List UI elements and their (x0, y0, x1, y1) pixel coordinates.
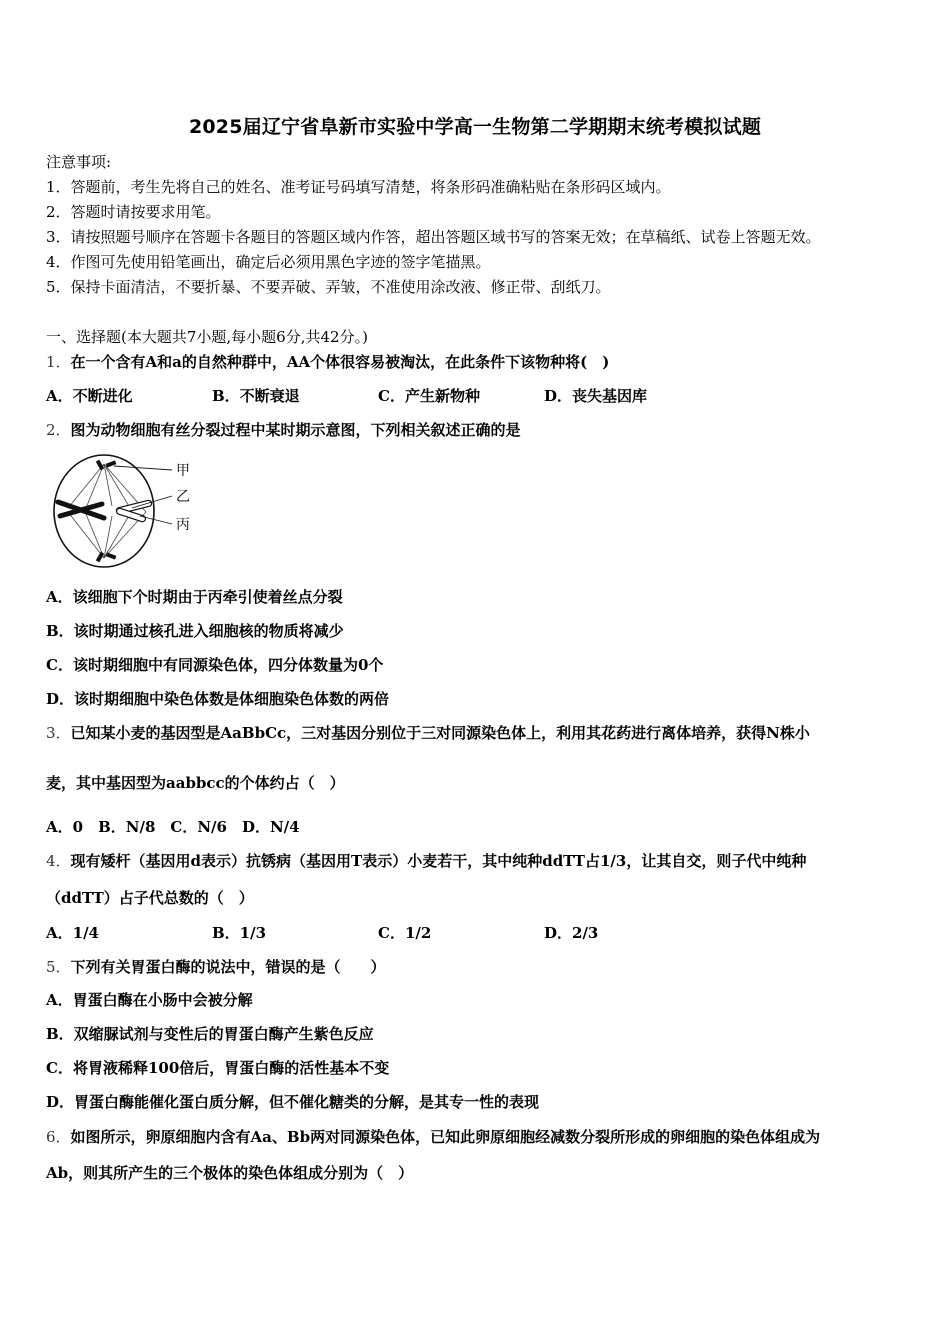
question-1 (46, 352, 609, 372)
question-2 (46, 420, 521, 440)
question-stem: 在一个含有A和a的自然种群中，AA个体很容易被淘汰，在此条件下该物种将( ) (70, 353, 610, 371)
option-d[interactable]: D．2/3 (544, 924, 599, 942)
cell-diagram (46, 448, 206, 576)
page-title: 2025届辽宁省阜新市实验中学高一生物第二学期期末统考模拟试题 (188, 116, 762, 138)
option-c[interactable]: C．将胃液稀释100倍后，胃蛋白酶的活性基本不变 (46, 1059, 390, 1077)
question-6-cont: Ab，则其所产生的三个极体的染色体组成分别为（ ） (46, 1164, 414, 1182)
option-b[interactable]: B．1/3 (212, 924, 267, 942)
question-stem: 已知某小麦的基因型是AaBbCc，三对基因分别位于三对同源染色体上，利用其花药进行离体培养，获得N株小 (70, 724, 810, 742)
option-d[interactable]: D．胃蛋白酶能催化蛋白质分解，但不催化糖类的分解，是其专一性的表现 (46, 1093, 540, 1111)
section-heading: 一、选择题(本大题共7小题,每小题6分,共42分。) (46, 328, 368, 346)
q3-options[interactable]: A．0 B．N/8 C．N/6 D．N/4 (46, 818, 300, 836)
option-c[interactable]: C．1/2 (378, 924, 432, 942)
question-number: 1． (46, 353, 71, 371)
question-stem: 现有矮杆（基因用d表示）抗锈病（基因用T表示）小麦若干，其中纯种ddTT占1/3，让其自交，则子代中纯种 (70, 852, 807, 870)
label-bing: 丙 (176, 517, 190, 533)
question-4 (46, 851, 806, 871)
option-b[interactable]: B．该时期通过核孔进入细胞核的物质将减少 (46, 622, 344, 640)
notice-item: 3．请按照题号顺序在答题卡各题目的答题区域内作答，超出答题区域书写的答案无效；在草稿纸、试卷上答题无效。 (46, 228, 821, 246)
question-4-cont: （ddTT）占子代总数的（ ） (46, 889, 254, 907)
option-a[interactable]: A．1/4 (46, 924, 99, 942)
option-b[interactable]: B．双缩脲试剂与变性后的胃蛋白酶产生紫色反应 (46, 1025, 374, 1043)
label-yi: 乙 (176, 489, 190, 505)
question-number: 4． (46, 852, 71, 870)
option-d[interactable]: D．丧失基因库 (544, 387, 648, 405)
notice-item: 1．答题前，考生先将自己的姓名、准考证号码填写清楚，将条形码准确粘贴在条形码区域内。 (46, 178, 671, 196)
question-6 (46, 1127, 820, 1147)
question-3 (46, 723, 810, 743)
option-a[interactable]: A．胃蛋白酶在小肠中会被分解 (46, 991, 253, 1009)
question-3-cont: 麦，其中基因型为aabbcc的个体约占（ ） (46, 774, 345, 792)
notice-item: 5．保持卡面清洁，不要折暴、不要弄破、弄皱，不准使用涂改液、修正带、刮纸刀。 (46, 278, 611, 296)
q1-options (46, 386, 647, 406)
label-jia: 甲 (176, 463, 190, 479)
question-number: 6． (46, 1128, 71, 1146)
question-stem: 如图所示，卵原细胞内含有Aa、Bb两对同源染色体，已知此卵原细胞经减数分裂所形成的卵细胞的染色体组成为 (70, 1128, 821, 1146)
q4-options (46, 923, 598, 943)
option-a[interactable]: A．不断进化 (46, 387, 133, 405)
question-number: 3． (46, 724, 71, 742)
option-c[interactable]: C．产生新物种 (378, 387, 480, 405)
notice-heading: 注意事项: (46, 153, 112, 171)
mitosis-cell-figure (46, 448, 206, 580)
option-b[interactable]: B．不断衰退 (212, 387, 300, 405)
notice-item: 2．答题时请按要求用笔。 (46, 203, 221, 221)
notice-item: 4．作图可先使用铅笔画出，确定后必须用黑色字迹的签字笔描黑。 (46, 253, 491, 271)
question-number: 5． (46, 958, 71, 976)
option-c[interactable]: C．该时期细胞中有同源染色体，四分体数量为0个 (46, 656, 384, 674)
option-d[interactable]: D．该时期细胞中染色体数是体细胞染色体数的两倍 (46, 690, 390, 708)
question-stem: 下列有关胃蛋白酶的说法中，错误的是（ ） (70, 958, 386, 976)
question-5 (46, 957, 386, 977)
question-stem: 图为动物细胞有丝分裂过程中某时期示意图，下列相关叙述正确的是 (70, 421, 521, 439)
question-number: 2． (46, 421, 71, 439)
option-a[interactable]: A．该细胞下个时期由于丙牵引使着丝点分裂 (46, 588, 343, 606)
